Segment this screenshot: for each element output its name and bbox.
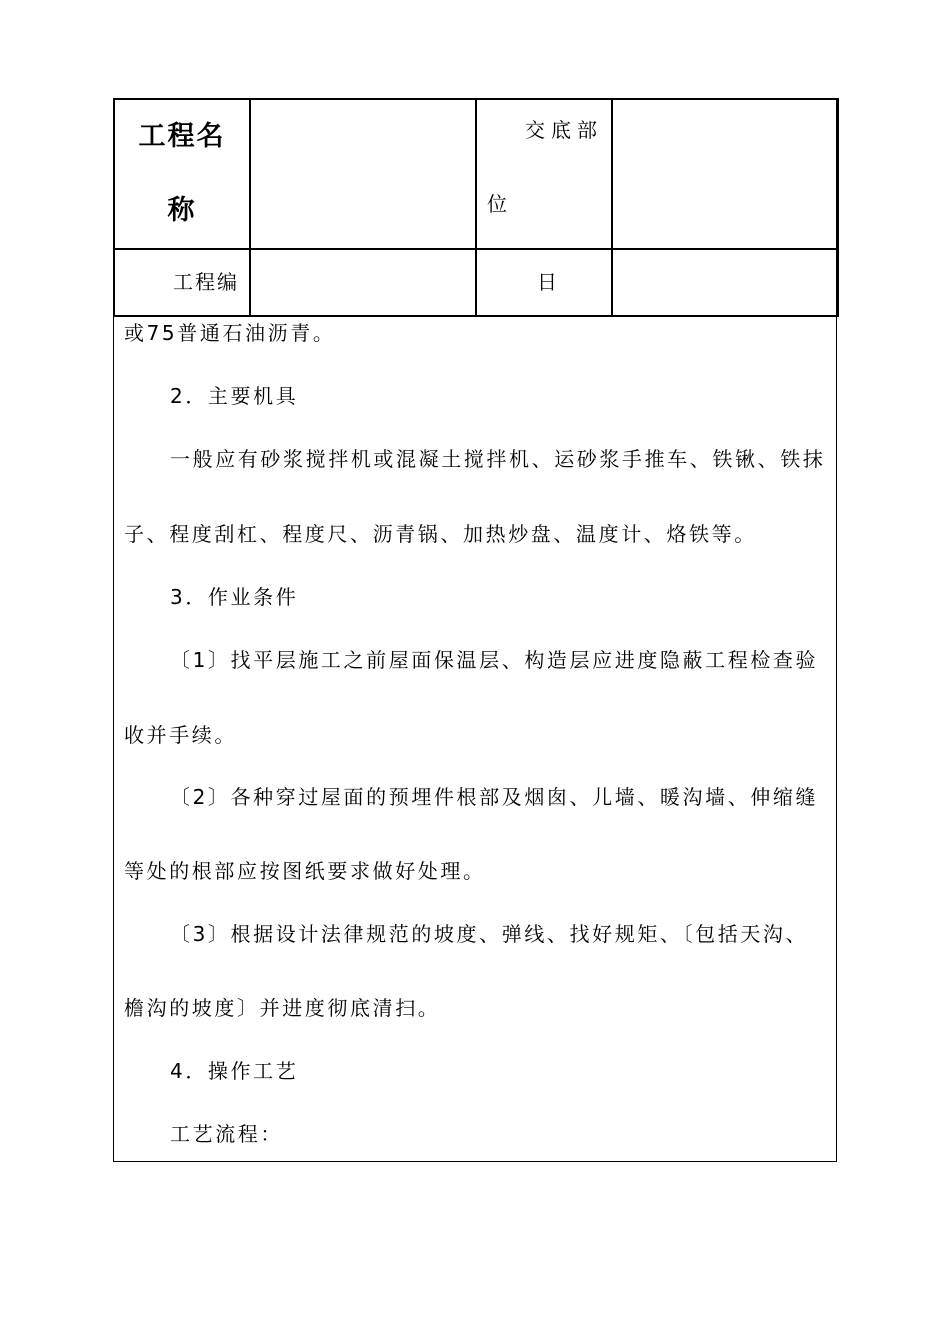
body-line: 一般应有砂浆搅拌机或混凝土搅拌机、运砂浆手推车、铁锹、铁抹 bbox=[170, 447, 826, 471]
handover-part-label-line2: 位 bbox=[487, 192, 507, 216]
body-line: 或75普通石油沥青。 bbox=[124, 321, 336, 345]
handover-part-label-line1: 交底部 bbox=[525, 118, 603, 142]
body-line: 〔1〕找平层施工之前屋面保温层、构造层应进度隐蔽工程检查验 bbox=[170, 648, 819, 672]
date-value-cell[interactable] bbox=[612, 249, 838, 316]
body-line: 子、程度刮杠、程度尺、沥青锅、加热炒盘、温度计、烙铁等。 bbox=[124, 522, 757, 546]
body-line: 等处的根部应按图纸要求做好处理。 bbox=[124, 859, 486, 883]
body-line: 工艺流程： bbox=[170, 1122, 283, 1146]
body-line: 〔2〕各种穿过屋面的预埋件根部及烟囱、儿墙、暖沟墙、伸缩缝 bbox=[170, 785, 819, 809]
body-line: 檐沟的坡度〕并进度彻底清扫。 bbox=[124, 996, 441, 1020]
section-heading: 3．作业条件 bbox=[170, 585, 299, 609]
section-heading: 4．操作工艺 bbox=[170, 1059, 299, 1083]
handover-part-value-cell[interactable] bbox=[612, 99, 838, 249]
project-no-label: 工程编 bbox=[173, 270, 239, 294]
date-label-cell bbox=[476, 249, 612, 316]
project-name-value-cell[interactable] bbox=[250, 99, 476, 249]
project-no-value-cell[interactable] bbox=[250, 249, 476, 316]
header-table bbox=[113, 98, 839, 317]
project-name-label: 工程名称 bbox=[138, 121, 226, 226]
body-line: 收并手续。 bbox=[124, 723, 237, 747]
section-heading: 2．主要机具 bbox=[170, 384, 299, 408]
project-name-label-cell bbox=[114, 99, 250, 249]
handover-part-label-cell bbox=[476, 99, 612, 249]
project-no-label-cell bbox=[114, 249, 250, 316]
date-label: 日 bbox=[537, 270, 557, 294]
body-line: 〔3〕根据设计法律规范的坡度、弹线、找好规矩、〔包括天沟、 bbox=[170, 922, 809, 946]
